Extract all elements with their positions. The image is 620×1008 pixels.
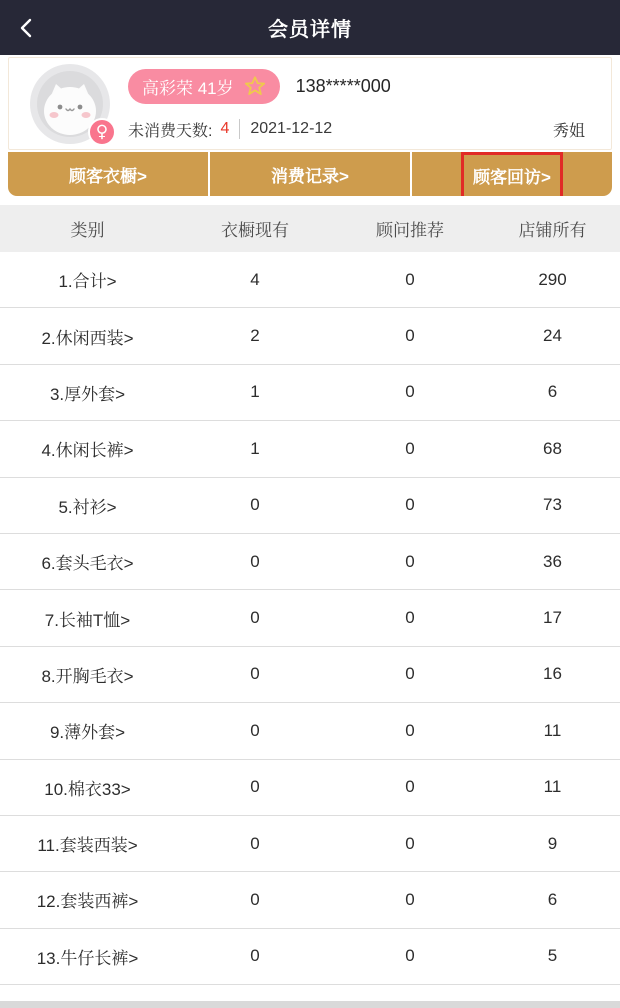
table-row[interactable] bbox=[0, 647, 620, 703]
chevron-left-icon bbox=[14, 15, 40, 41]
vertical-divider bbox=[239, 119, 240, 139]
table-row[interactable] bbox=[0, 703, 620, 759]
row-recommend-count: 0 bbox=[405, 777, 415, 797]
row-recommend-count: 0 bbox=[405, 946, 415, 966]
col-header-recommend: 顾问推荐 bbox=[376, 221, 444, 240]
row-recommend-count: 0 bbox=[405, 664, 415, 684]
table-body bbox=[0, 252, 620, 985]
row-recommend-count: 0 bbox=[405, 551, 415, 571]
member-name-age: 高彩荣 41岁 bbox=[142, 78, 234, 98]
no-consume-days: 4 bbox=[220, 120, 230, 137]
page-title: 会员详情 bbox=[268, 19, 352, 41]
row-category-link[interactable]: 13.牛仔长裤> bbox=[36, 948, 139, 968]
last-consume-date: 2021-12-12 bbox=[250, 120, 333, 137]
row-store-count: 16 bbox=[543, 664, 562, 684]
col-header-store: 店铺所有 bbox=[518, 221, 587, 240]
row-wardrobe-count: 0 bbox=[250, 720, 260, 740]
customer-wardrobe-button[interactable] bbox=[8, 152, 208, 196]
row-category-link[interactable]: 9.薄外套> bbox=[49, 723, 126, 743]
table-row[interactable] bbox=[0, 534, 620, 590]
profile-card bbox=[8, 57, 612, 150]
profile-line-2 bbox=[128, 118, 611, 141]
row-recommend-count: 0 bbox=[405, 889, 415, 909]
row-category-link[interactable]: 6.套头毛衣> bbox=[41, 554, 134, 574]
col-header-wardrobe: 衣橱现有 bbox=[221, 221, 289, 240]
customer-followup-label: 顾客回访> bbox=[473, 168, 551, 187]
row-recommend-count: 0 bbox=[405, 438, 415, 458]
row-recommend-count: 0 bbox=[405, 833, 415, 853]
row-wardrobe-count: 1 bbox=[250, 438, 260, 458]
phone-number: 138*****000 bbox=[295, 75, 391, 96]
row-recommend-count: 0 bbox=[405, 608, 415, 628]
row-wardrobe-count: 1 bbox=[250, 382, 260, 402]
row-store-count: 290 bbox=[538, 269, 567, 289]
row-category-link[interactable]: 7.长袖T恤> bbox=[44, 610, 131, 630]
customer-followup-button[interactable] bbox=[410, 152, 612, 196]
row-store-count: 5 bbox=[547, 946, 558, 966]
row-wardrobe-count: 0 bbox=[250, 889, 260, 909]
row-recommend-count: 0 bbox=[405, 326, 415, 346]
profile-line-1 bbox=[128, 69, 611, 104]
row-store-count: 73 bbox=[543, 495, 562, 515]
table-row[interactable] bbox=[0, 421, 620, 477]
row-category-link[interactable]: 1.合计> bbox=[58, 272, 117, 292]
row-recommend-count: 0 bbox=[405, 720, 415, 740]
row-store-count: 36 bbox=[543, 551, 562, 571]
row-store-count: 11 bbox=[543, 777, 562, 797]
action-button-bar bbox=[8, 152, 612, 196]
row-category-link[interactable]: 12.套装西裤> bbox=[36, 892, 139, 912]
row-wardrobe-count: 0 bbox=[250, 551, 260, 571]
row-category-link[interactable]: 11.套装西装> bbox=[37, 836, 138, 856]
annotation-highlight-box bbox=[461, 152, 563, 199]
table-row[interactable] bbox=[0, 308, 620, 364]
empty-area bbox=[0, 985, 620, 1001]
row-wardrobe-count: 0 bbox=[250, 777, 260, 797]
customer-wardrobe-label: 顾客衣橱> bbox=[69, 166, 147, 186]
row-recommend-count: 0 bbox=[405, 269, 415, 289]
row-wardrobe-count: 0 bbox=[250, 946, 260, 966]
row-store-count: 24 bbox=[543, 326, 562, 346]
avatar bbox=[30, 64, 110, 144]
row-wardrobe-count: 0 bbox=[250, 608, 260, 628]
appbar bbox=[0, 0, 620, 55]
table-row[interactable] bbox=[0, 590, 620, 646]
row-recommend-count: 0 bbox=[405, 382, 415, 402]
spacer bbox=[0, 196, 620, 205]
table-row[interactable] bbox=[0, 252, 620, 308]
row-store-count: 68 bbox=[543, 438, 562, 458]
row-category-link[interactable]: 8.开胸毛衣> bbox=[41, 666, 134, 686]
bottom-strip bbox=[0, 1001, 620, 1008]
row-store-count: 9 bbox=[547, 833, 558, 853]
consume-records-label: 消费记录> bbox=[271, 166, 349, 186]
row-wardrobe-count: 2 bbox=[250, 326, 260, 346]
row-category-link[interactable]: 2.休闲西装> bbox=[41, 328, 134, 348]
row-recommend-count: 0 bbox=[405, 495, 415, 515]
col-header-category: 类别 bbox=[70, 221, 105, 240]
star-icon bbox=[244, 75, 266, 97]
row-wardrobe-count: 0 bbox=[250, 833, 260, 853]
advisor-name: 秀姐 bbox=[552, 122, 585, 140]
row-category-link[interactable]: 4.休闲长裤> bbox=[41, 441, 134, 461]
consume-records-button[interactable] bbox=[208, 152, 410, 196]
row-store-count: 6 bbox=[547, 889, 558, 909]
row-wardrobe-count: 4 bbox=[250, 269, 260, 289]
table-row[interactable] bbox=[0, 478, 620, 534]
table-row[interactable] bbox=[0, 816, 620, 872]
table-row[interactable] bbox=[0, 365, 620, 421]
female-icon: ♀ bbox=[88, 118, 116, 146]
row-store-count: 11 bbox=[543, 720, 562, 740]
table-header-row bbox=[0, 205, 620, 252]
name-age-badge bbox=[128, 69, 280, 104]
row-wardrobe-count: 0 bbox=[250, 495, 260, 515]
table-row[interactable] bbox=[0, 929, 620, 985]
row-category-link[interactable]: 10.棉衣33> bbox=[44, 779, 131, 799]
row-store-count: 17 bbox=[543, 608, 562, 628]
table-row[interactable] bbox=[0, 872, 620, 928]
profile-info bbox=[128, 64, 611, 144]
row-store-count: 6 bbox=[547, 382, 558, 402]
no-consume-label: 未消费天数: bbox=[128, 122, 213, 140]
row-wardrobe-count: 0 bbox=[250, 664, 260, 684]
table-row[interactable] bbox=[0, 760, 620, 816]
back-button[interactable] bbox=[14, 0, 58, 55]
row-category-link[interactable]: 3.厚外套> bbox=[49, 384, 126, 404]
row-category-link[interactable]: 5.衬衫> bbox=[58, 497, 117, 517]
